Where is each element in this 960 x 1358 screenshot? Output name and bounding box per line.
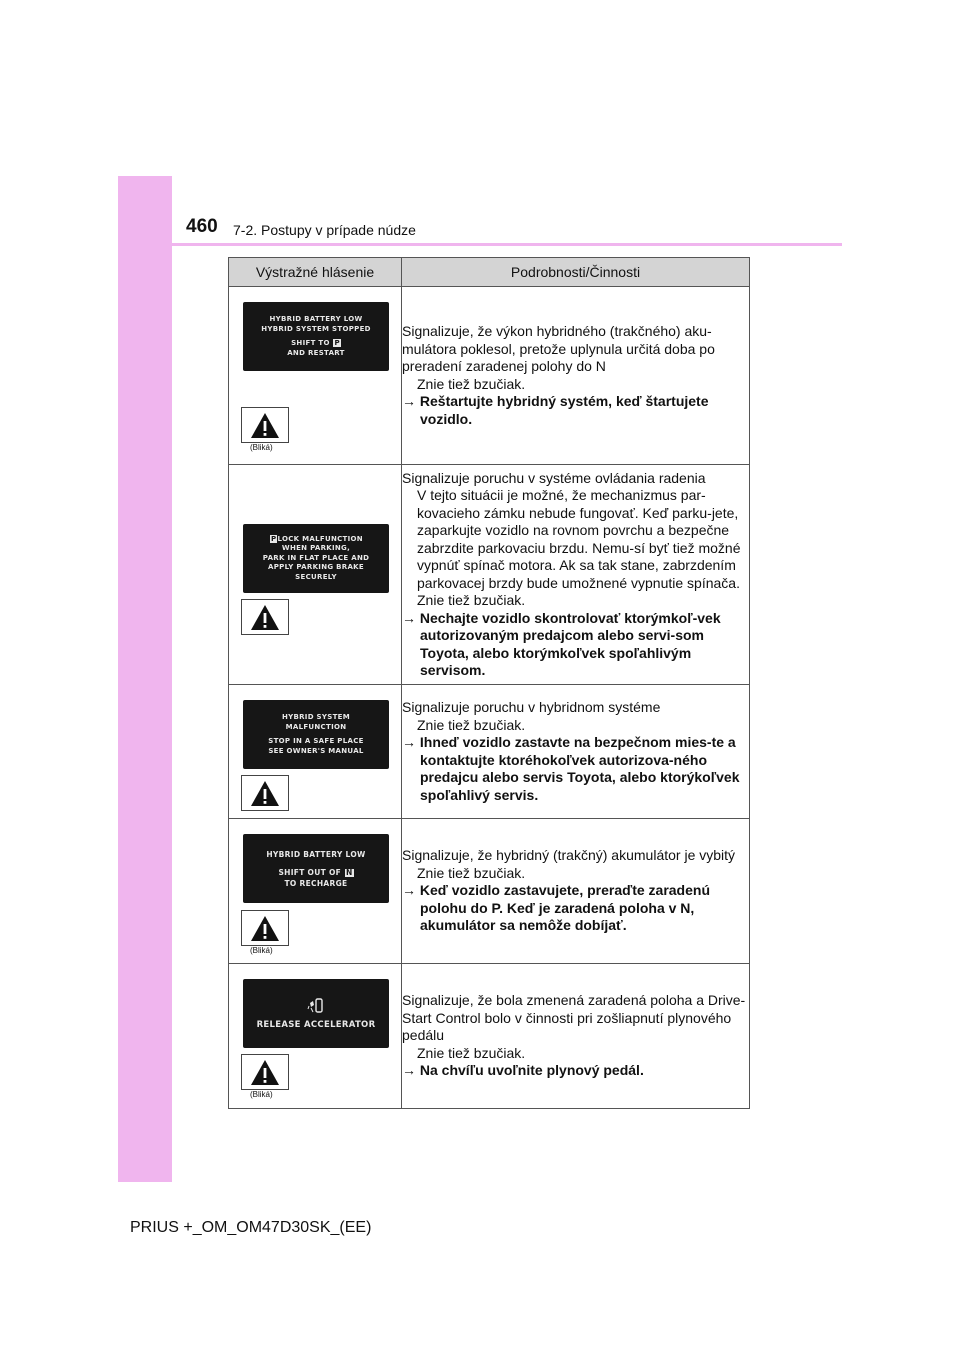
warning-triangle-icon	[250, 780, 280, 807]
chapter-sidebar-tab	[118, 176, 172, 1182]
display-line: HYBRID BATTERY LOW	[269, 315, 363, 323]
display-line: PARK IN FLAT PLACE AND	[262, 553, 370, 562]
details-cell	[402, 465, 750, 685]
table-row	[229, 287, 750, 465]
action-text: → Ihneď vozidlo zastavte na bezpečnom mies-te a kontaktujte ktoréhokoľvek autorizova-ného predajcu alebo servis Toyota, alebo ktorýkoľvek spoľahlivý servis.	[402, 734, 740, 803]
description-text: Signalizuje poruchu v hybridnom systéme	[402, 699, 661, 715]
note-text: Znie tiež bzučiak.	[417, 716, 526, 733]
display-line: SECURELY	[295, 572, 337, 581]
warning-triangle-icon-box	[241, 1054, 289, 1090]
shift-p-indicator: P	[271, 534, 277, 543]
description-text: Signalizuje, že výkon hybridného (trakčného) aku-mulátora poklesol, pretože uplynula určitá doba po preradení zaradenej polohy do N	[402, 323, 715, 374]
table-row	[229, 465, 750, 685]
display-line: AND RESTART	[287, 348, 345, 357]
blink-label: (Bliká)	[250, 443, 273, 452]
col-header-details: Podrobnosti/Činnosti	[402, 258, 750, 287]
message-display	[243, 979, 389, 1048]
warning-image-cell	[229, 287, 402, 465]
note-text: Znie tiež bzučiak.	[417, 1044, 526, 1061]
col-header-message: Výstražné hlásenie	[229, 258, 402, 287]
display-line: WHEN PARKING,	[281, 544, 351, 553]
display-line: STOP IN A SAFE PLACE	[268, 737, 364, 745]
details-cell	[402, 964, 750, 1109]
details-cell	[402, 287, 750, 465]
message-display	[243, 834, 389, 903]
display-line: HYBRID SYSTEM STOPPED	[261, 324, 371, 333]
display-line: TO RECHARGE	[284, 878, 348, 888]
display-line: APPLY PARKING BRAKE	[268, 563, 364, 572]
warning-table	[228, 257, 750, 1109]
display-line: MALFUNCTION	[285, 722, 347, 731]
warning-triangle-icon	[250, 604, 280, 631]
blink-label: (Bliká)	[250, 1090, 273, 1099]
blink-label: (Bliká)	[250, 946, 273, 955]
note-text: V tejto situácii je možné, že mechanizmus par-kovacieho zámku nebude fungovať. Keď parku-jete, zaparkujte vozidlo na rovnom povrchu a bezpečne zabrzdite parkovaciu brzdu. Nemu-sí byť tiež možné vypnúť spínač motora. Ak sa tak stane, zabrzdením parkovacej brzdy bude umožnené vypnutie spínača. Znie tiež bzučiak.	[417, 487, 741, 608]
footer-doc-id: PRIUS +_OM_OM47D30SK_(EE)	[130, 1219, 372, 1236]
message-display	[243, 700, 389, 769]
action-text: → Keď vozidlo zastavujete, preraďte zaradenú polohu do P. Keď je zaradená poloha v N, akumulátor sa nemôže dobíjať.	[402, 882, 710, 934]
page-number: 460	[186, 216, 218, 237]
description-text: Signalizuje, že bola zmenená zaradená poloha a Drive-Start Control bolo v činnosti pri zošliapnutí plynového pedálu	[402, 992, 746, 1044]
note-text: Znie tiež bzučiak.	[417, 864, 526, 881]
display-line: HYBRID SYSTEM	[281, 713, 351, 721]
display-line: LOCK MALFUNCTION	[277, 534, 363, 543]
display-line: SHIFT OUT OF	[278, 867, 342, 877]
display-line: SEE OWNER'S MANUAL	[268, 746, 364, 755]
display-line: SHIFT TO	[291, 339, 330, 347]
table-row	[229, 685, 750, 819]
display-line: HYBRID BATTERY LOW	[266, 849, 366, 859]
warning-image-cell	[229, 819, 402, 964]
table-row	[229, 964, 750, 1109]
action-text: → Nechajte vozidlo skontrolovať ktorýmkoľ-vek autorizovaným predajcom alebo servi-som Toyota, alebo ktorýmkoľvek spoľahlivým servisom.	[402, 609, 721, 678]
action-text: → Reštartujte hybridný systém, keď štartujete vozidlo.	[402, 393, 709, 427]
description-text: Signalizuje poruchu v systéme ovládania radenia	[402, 469, 706, 486]
warning-triangle-icon-box	[241, 775, 289, 811]
warning-triangle-icon-box	[241, 910, 289, 946]
warning-triangle-icon	[250, 915, 280, 942]
display-line: RELEASE ACCELERATOR	[256, 1019, 376, 1030]
warning-image-cell	[229, 465, 402, 685]
warning-image-cell	[229, 685, 402, 819]
action-text: → Na chvíľu uvoľnite plynový pedál.	[402, 1062, 644, 1079]
table-row	[229, 819, 750, 964]
foot-pedal-icon	[307, 997, 325, 1015]
shift-p-indicator: P	[334, 339, 340, 347]
message-display	[243, 302, 389, 371]
details-cell	[402, 685, 750, 819]
message-display	[243, 524, 389, 593]
description-text: Signalizuje, že hybridný (trakčný) akumulátor je vybitý	[402, 847, 736, 864]
header-rule	[172, 243, 842, 246]
section-title: 7-2. Postupy v prípade núdze	[233, 222, 416, 238]
warning-triangle-icon-box	[241, 407, 289, 443]
table-header-row	[229, 258, 750, 287]
warning-triangle-icon	[250, 1059, 280, 1086]
warning-triangle-icon-box	[241, 599, 289, 635]
details-cell	[402, 819, 750, 964]
warning-image-cell	[229, 964, 402, 1109]
shift-n-indicator: N	[345, 867, 353, 877]
warning-triangle-icon	[250, 412, 280, 439]
note-text: Znie tiež bzučiak.	[417, 375, 526, 392]
